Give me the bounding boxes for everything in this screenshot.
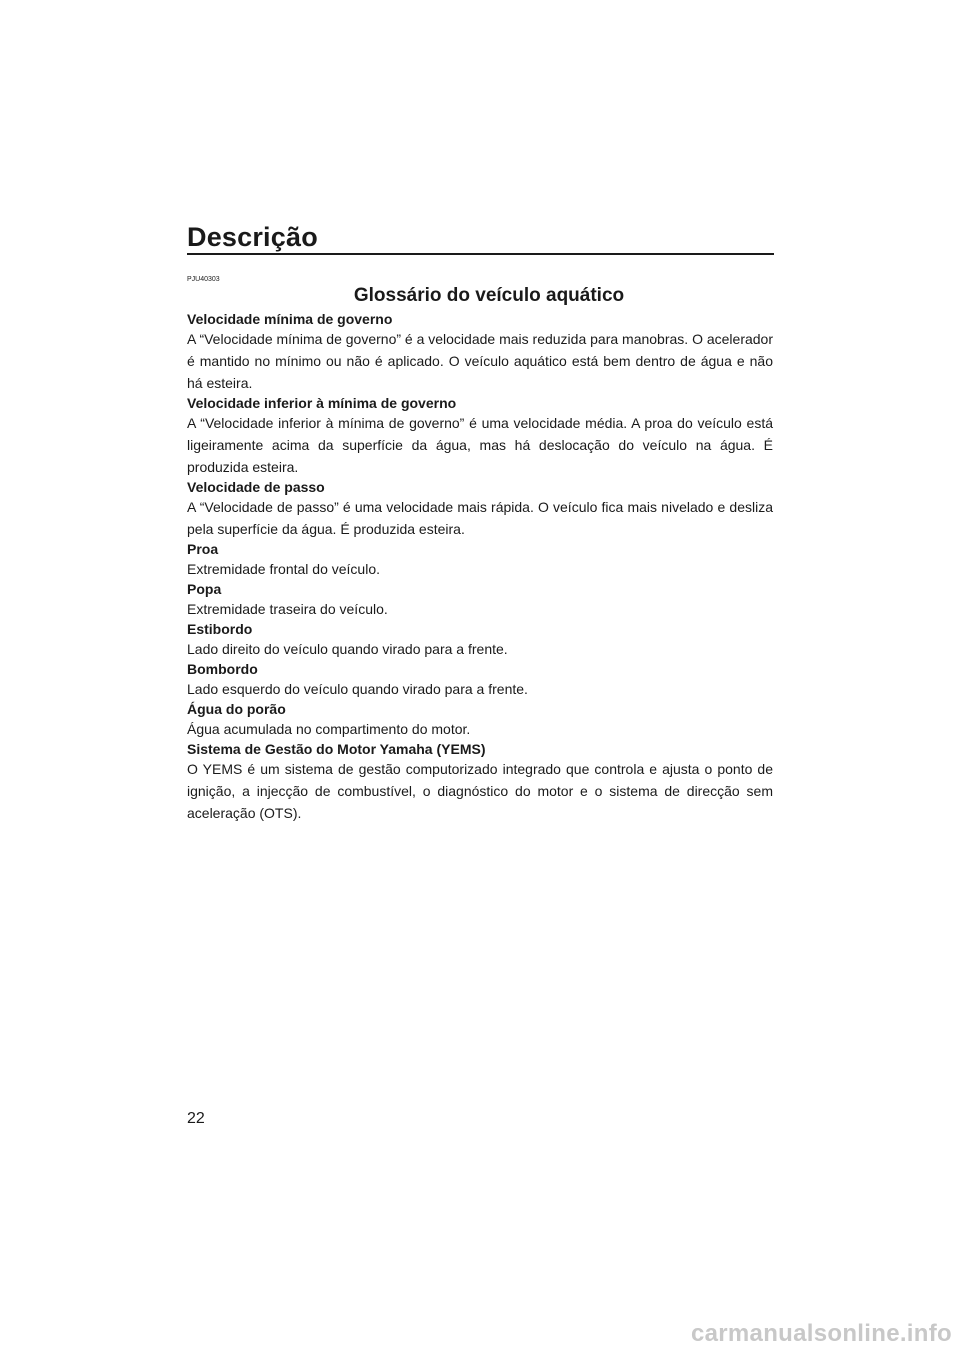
entry-definition: O YEMS é um sistema de gestão computorizado integrado que controla e ajusta o ponto de ignição, a injecção de combustível, o diagnóstico do motor e o sistema de direcção sem aceleração (OTS). xyxy=(187,761,773,821)
glossary-entry xyxy=(187,620,773,660)
entry-definition: A “Velocidade inferior à mínima de governo” é uma velocidade média. A proa do veículo está ligeiramente acima da superfície da água, mas há deslocação do veículo na água. É produzida esteira. xyxy=(187,415,773,475)
entry-definition: A “Velocidade mínima de governo” é a velocidade mais reduzida para manobras. O acelerador é mantido no mínimo ou não é aplicado. O veículo aquático está bem dentro de água e não há esteira. xyxy=(187,331,773,391)
chapter-divider xyxy=(187,253,774,255)
entry-term: Água do porão xyxy=(187,701,286,717)
entry-definition: A “Velocidade de passo” é uma velocidade mais rápida. O veículo fica mais nivelado e desliza pela superfície da água. É produzida esteira. xyxy=(187,499,773,537)
entry-term: Velocidade inferior à mínima de governo xyxy=(187,395,457,411)
entry-term: Popa xyxy=(187,581,222,597)
glossary-entry xyxy=(187,660,773,700)
section-code: PJU40303 xyxy=(187,276,220,283)
entry-term: Sistema de Gestão do Motor Yamaha (YEMS) xyxy=(187,741,486,757)
glossary-entry xyxy=(187,310,773,394)
glossary-section xyxy=(187,275,773,824)
entry-definition: Extremidade frontal do veículo. xyxy=(187,561,380,577)
entry-definition: Extremidade traseira do veículo. xyxy=(187,601,388,617)
entry-definition: Água acumulada no compartimento do motor. xyxy=(187,721,471,737)
entry-term: Estibordo xyxy=(187,621,253,637)
glossary-entry xyxy=(187,478,773,540)
glossary-entry xyxy=(187,700,773,740)
entry-term: Bombordo xyxy=(187,661,258,677)
entry-definition: Lado esquerdo do veículo quando virado para a frente. xyxy=(187,681,528,697)
section-title: Glossário do veículo aquático xyxy=(353,285,625,306)
entry-term: Velocidade mínima de governo xyxy=(187,311,393,327)
entry-term: Proa xyxy=(187,541,219,557)
entry-term: Velocidade de passo xyxy=(187,479,325,495)
glossary-entry xyxy=(187,394,773,478)
entry-definition: Lado direito do veículo quando virado para a frente. xyxy=(187,641,508,657)
chapter-title: Descrição xyxy=(187,222,318,252)
page-number: 22 xyxy=(187,1110,205,1127)
glossary-entry xyxy=(187,740,773,824)
glossary-entry xyxy=(187,580,773,620)
glossary-entry xyxy=(187,540,773,580)
watermark: carmanualsonline.info xyxy=(690,1320,952,1347)
